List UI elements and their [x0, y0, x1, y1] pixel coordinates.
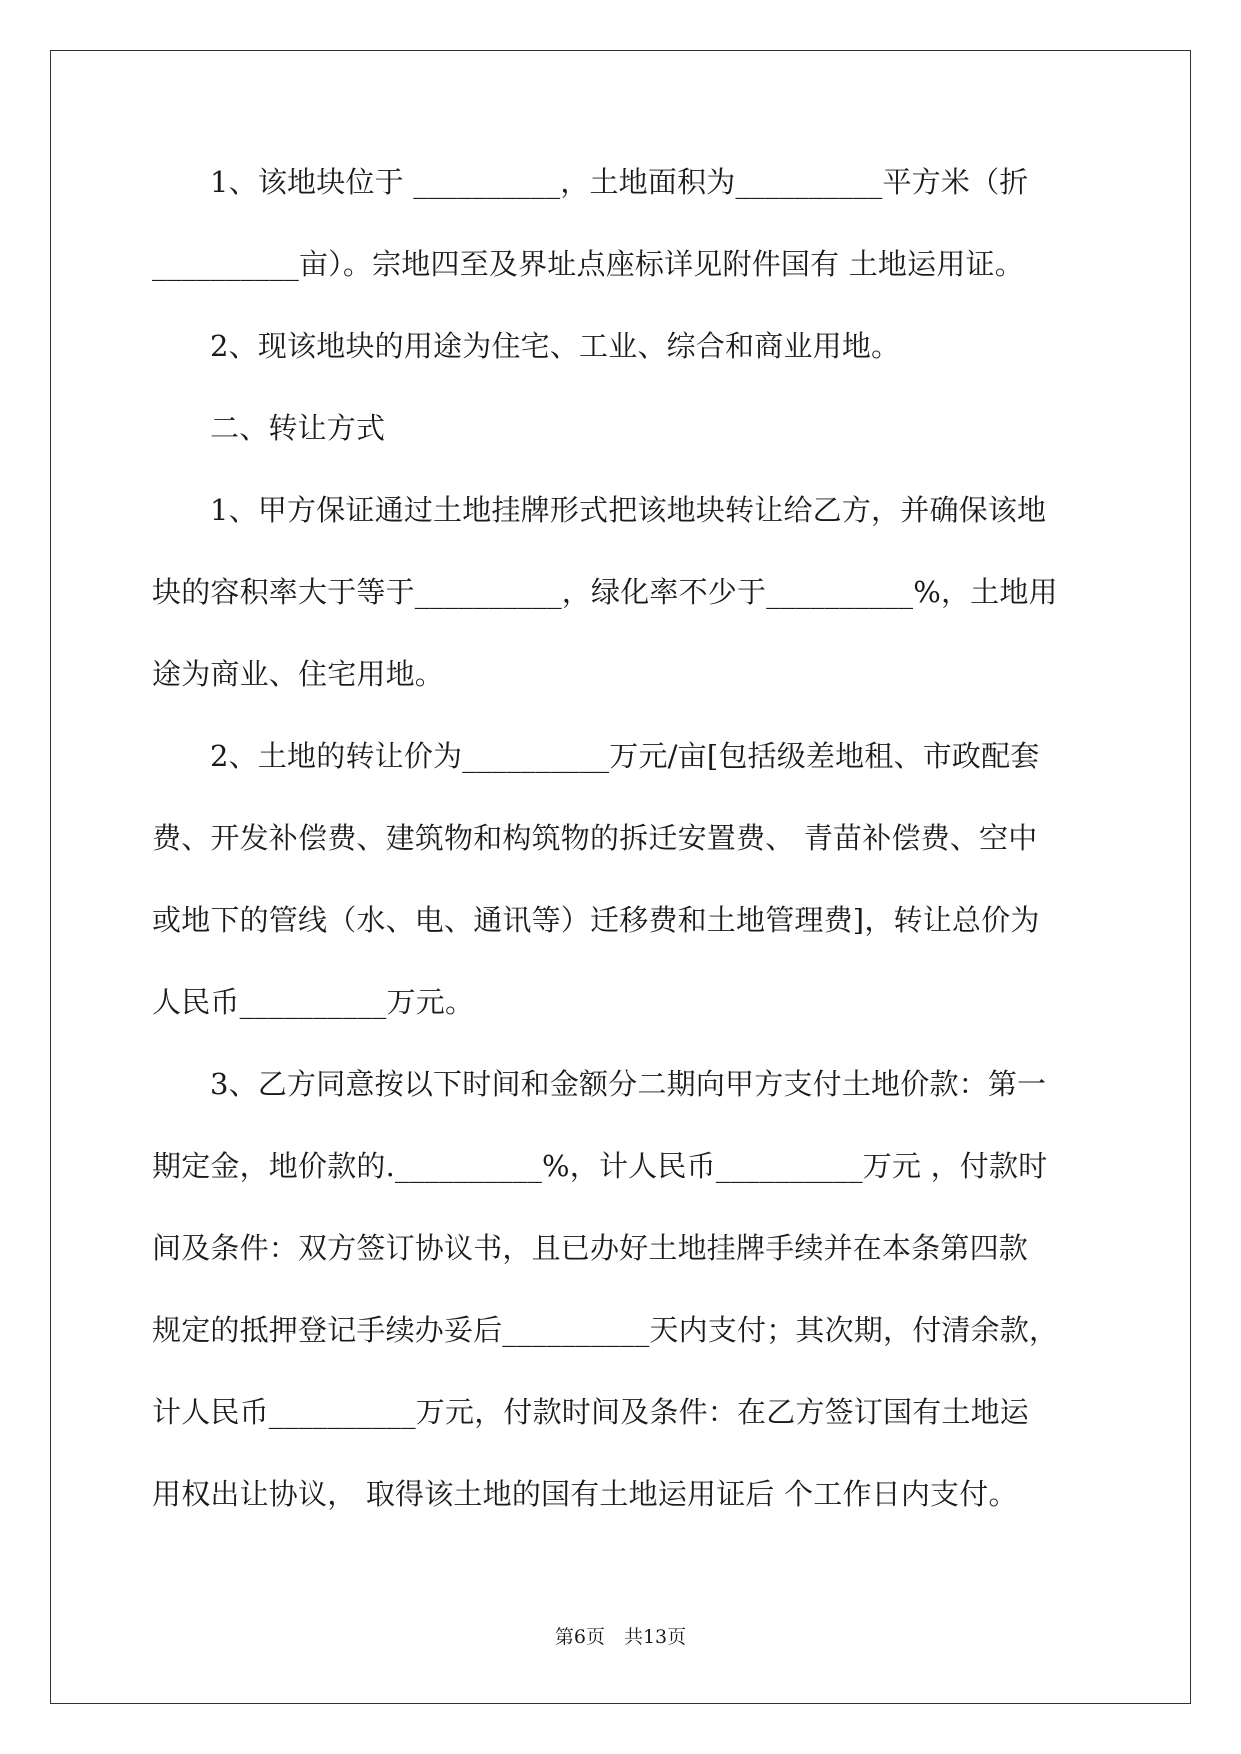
text-line: 块的容积率大于等于__________，绿化率不少于__________%，土地用 — [152, 575, 1058, 609]
text-line: __________亩）。宗地四至及界址点座标详见附件国有 土地运用证。 — [152, 247, 1024, 281]
text-line: 2、土地的转让价为__________万元/亩[包括级差地租、市政配套 — [210, 739, 1040, 773]
section-heading: 二、转让方式 — [210, 411, 386, 445]
text-line: 1、甲方保证通过土地挂牌形式把该地块转让给乙方，并确保该地 — [210, 493, 1047, 527]
text-line: 途为商业、住宅用地。 — [152, 657, 445, 691]
text-line: 间及条件：双方签订协议书，且已办好土地挂牌手续并在本条第四款 — [152, 1231, 1029, 1265]
text-line: 规定的抵押登记手续办妥后__________天内支付；其次期，付清余款， — [152, 1313, 1059, 1347]
document-body — [152, 160, 1092, 1554]
text-line: 用权出让协议， 取得该土地的国有土地运用证后 个工作日内支付。 — [152, 1477, 1018, 1511]
text-line: 人民币__________万元。 — [152, 985, 475, 1019]
text-line: 费、开发补偿费、建筑物和构筑物的拆迁安置费、 青苗补偿费、空中 — [152, 821, 1038, 855]
page-footer: 第6页 共13页 — [554, 1626, 687, 1648]
text-line: 1、该地块位于 __________，土地面积为__________平方米（折 — [210, 165, 1029, 199]
text-line: 3、乙方同意按以下时间和金额分二期向甲方支付土地价款：第一 — [210, 1067, 1047, 1101]
text-line: 或地下的管线（水、电、通讯等）迁移费和土地管理费]，转让总价为 — [152, 903, 1040, 937]
text-line: 期定金，地价款的.__________%，计人民币__________万元 ，付款时 — [152, 1149, 1048, 1183]
text-line: 2、现该地块的用途为住宅、工业、综合和商业用地。 — [210, 329, 901, 363]
text-line: 计人民币__________万元，付款时间及条件：在乙方签订国有土地运 — [152, 1395, 1030, 1429]
